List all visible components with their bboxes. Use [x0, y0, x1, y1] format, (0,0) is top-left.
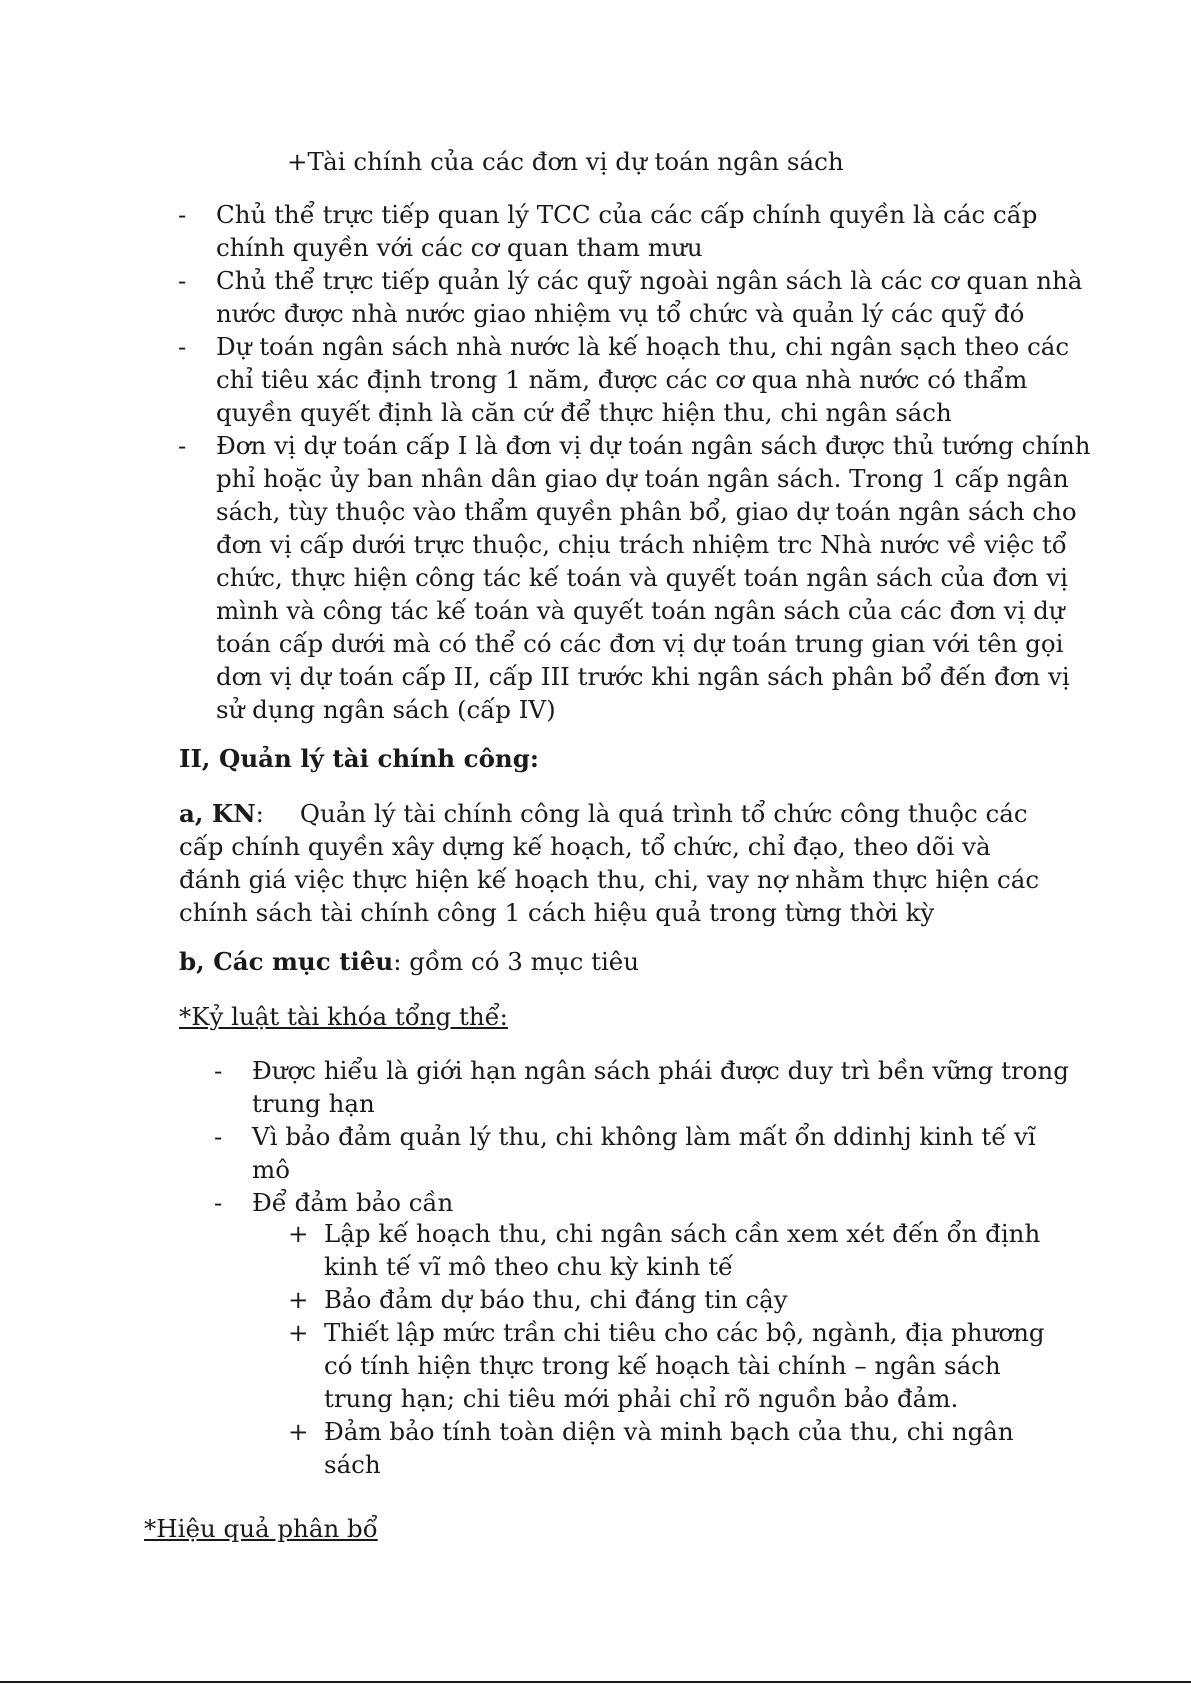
- list-item-text: Đảm bảo tính toàn diện và minh bạch của thu, chi ngân sách: [324, 1417, 1014, 1479]
- dash-bullet: -: [178, 431, 187, 460]
- goals-label: b, Các mục tiêu: [179, 947, 394, 976]
- list-item-text: Bảo đảm dự báo thu, chi đáng tin cậy: [324, 1285, 788, 1314]
- list-item-text: Đơn vị dự toán cấp I là đơn vị dự toán ngân sách được thủ tướng chính phỉ hoặc ủy ban nhân dân giao dự toán ngân sách. Trong 1 cấp ngân sách, tùy thuộc vào thẩm quyền phân bổ, giao dự toán ngân sách cho đơn vị cấp dưới trực thuộc, chịu trách nhiệm trc Nhà nước về việc tổ chức, thực hiện công tác kế toán và quyết toán ngân sách của đơn vị mình và công tác kế toán và quyết toán ngân sách của các đơn vị dự toán cấp dưới mà có thể có các đơn vị dự toán trung gian với tên gọi dơn vị dự toán cấp II, cấp III trước khi ngân sách phân bổ đến đơn vị sử dụng ngân sách (cấp IV): [216, 431, 1091, 724]
- list-item: [288, 1283, 1064, 1316]
- kn-text: Quản lý tài chính công là quá trình tổ chức công thuộc các cấp chính quyền xây dựng kế hoạch, tổ chức, chỉ đạo, theo dõi và đánh giá việc thực hiện kế hoạch thu, chi, vay nợ nhằm thực hiện các chính sách tài chính công 1 cách hiệu quả trong từng thời kỳ: [179, 799, 1040, 927]
- list-item: [178, 264, 1096, 330]
- definition-paragraph: [179, 797, 1059, 929]
- list-item: [214, 1054, 1072, 1120]
- list-item: [178, 198, 1096, 264]
- list-item-text: Chủ thể trực tiếp quản lý các quỹ ngoài ngân sách là các cơ quan nhà nước được nhà nước giao nhiệm vụ tổ chức và quản lý các quỹ đó: [216, 266, 1083, 328]
- list-item-text: Được hiểu là giới hạn ngân sách phái được duy trì bền vững trong trung hạn: [252, 1056, 1069, 1118]
- list-item: [178, 429, 1096, 726]
- plus-bullet: +: [288, 1318, 309, 1347]
- list-item: [178, 330, 1096, 429]
- dash-bullet: -: [178, 266, 187, 295]
- requirements-list: [288, 1217, 1064, 1481]
- list-item-text: Lập kế hoạch thu, chi ngân sách cần xem xét đến ổn định kinh tế vĩ mô theo chu kỳ kinh tế: [324, 1219, 1041, 1281]
- kn-colon: :: [255, 799, 264, 828]
- list-item-text: Dự toán ngân sách nhà nước là kế hoạch thu, chi ngân sạch theo các chỉ tiêu xác định trong 1 năm, được các cơ qua nhà nước có thẩm quyền quyết định là căn cứ để thực hiện thu, chi ngân sách: [216, 332, 1070, 427]
- subheading-allocation-efficiency: *Hiệu quả phân bổ: [144, 1514, 378, 1543]
- dash-bullet: -: [178, 200, 187, 229]
- dash-bullet: -: [178, 332, 187, 361]
- subheading-fiscal-discipline: *Kỷ luật tài khóa tổng thể:: [179, 1002, 508, 1031]
- list-item-text: Để đảm bảo cần: [252, 1188, 454, 1217]
- goals-paragraph: [179, 945, 1059, 978]
- dash-bullet: -: [214, 1122, 223, 1151]
- fiscal-discipline-list: [214, 1054, 1072, 1219]
- page-bottom-rule: [0, 1681, 1191, 1683]
- list-item: [214, 1186, 1072, 1219]
- section-heading: II, Quản lý tài chính công:: [179, 744, 539, 773]
- intro-line: +Tài chính của các đơn vị dự toán ngân sách: [287, 147, 844, 176]
- dash-bullet: -: [214, 1056, 223, 1085]
- list-item-text: Thiết lập mức trần chi tiêu cho các bộ, ngành, địa phương có tính hiện thực trong kế hoạch tài chính – ngân sách trung hạn; chi tiêu mới phải chỉ rõ nguồn bảo đảm.: [324, 1318, 1045, 1413]
- list-item: [288, 1316, 1064, 1415]
- list-item-text: Chủ thể trực tiếp quan lý TCC của các cấp chính quyền là các cấp chính quyền với các cơ quan tham mưu: [216, 200, 1038, 262]
- plus-bullet: +: [288, 1417, 309, 1446]
- plus-bullet: +: [288, 1219, 309, 1248]
- definition-list: [178, 198, 1096, 726]
- kn-label: a, KN: [179, 799, 256, 828]
- list-item: [288, 1217, 1064, 1283]
- goals-text: : gồm có 3 mục tiêu: [393, 947, 640, 976]
- plus-bullet: +: [288, 1285, 309, 1314]
- list-item: [288, 1415, 1064, 1481]
- list-item: [214, 1120, 1072, 1186]
- dash-bullet: -: [214, 1188, 223, 1217]
- list-item-text: Vì bảo đảm quản lý thu, chi không làm mất ổn ddinhj kinh tế vĩ mô: [252, 1122, 1036, 1184]
